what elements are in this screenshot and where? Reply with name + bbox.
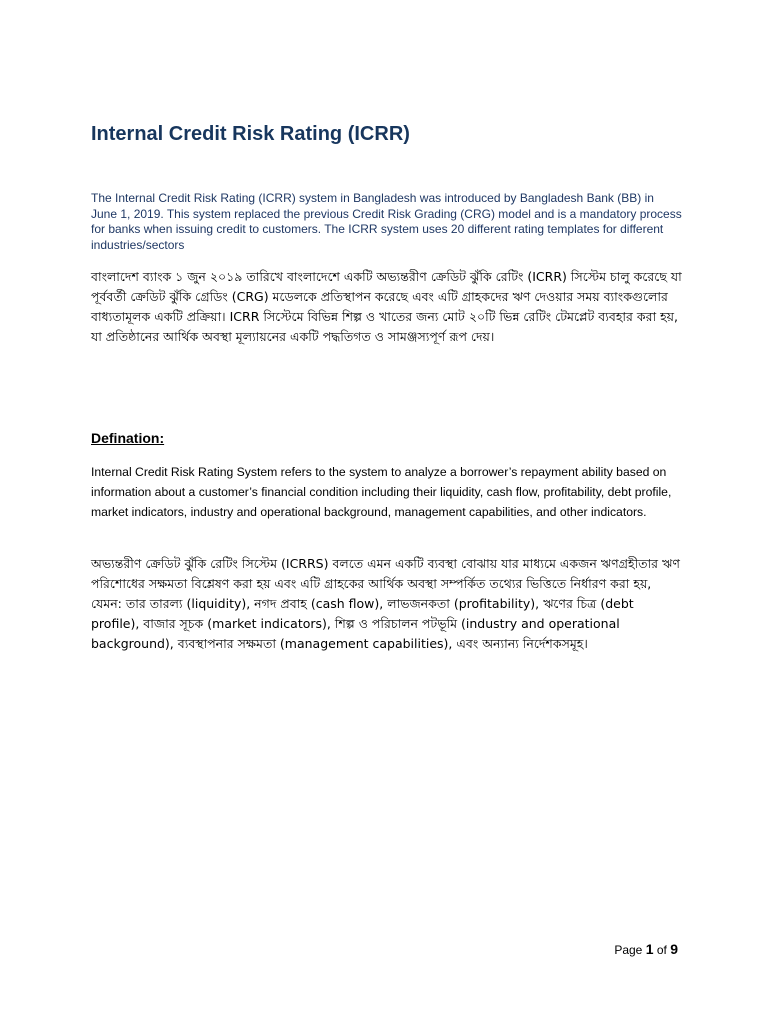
definition-paragraph-english: Internal Credit Risk Rating System refers to the system to analyze a borrower’s repayment ability based on information about a customer’s financial condition including their liquidity, cash flow, profitability, debt profile, market indicators, industry and operational background, management capabilities, and other indicators. — [91, 465, 672, 519]
page-label: Page — [614, 943, 643, 957]
bangla-summary-paragraph: বাংলাদেশ ব্যাংক ১ জুন ২০১৯ তারিখে বাংলাদেশে একটি অভ্যন্তরীণ ক্রেডিট ঝুঁকি রেটিং (ICRR) সিস্টেম চালু করেছে যা পূর্ববর্তী ক্রেডিট ঝুঁকি গ্রেডিং (CRG) মডেলকে প্রতিস্থাপন করেছে এবং এটি গ্রাহকদের ঋণ দেওয়ার সময় ব্যাংকগুলোর বাধ্যতামূলক একটি প্রক্রিয়া। ICRR সিস্টেমে বিভিন্ন শিল্প ও খাতের জন্য মোট ২০টি ভিন্ন রেটিং টেমপ্লেট ব্যবহার করা হয়, যা প্রতিষ্ঠানের আর্থিক অবস্থা মূল্যায়নের একটি পদ্ধতিগত ও সামঞ্জস্যপূর্ণ রূপ দেয়। — [91, 269, 682, 344]
intro-paragraph: The Internal Credit Risk Rating (ICRR) system in Bangladesh was introduced by Bangladesh Bank (BB) in June 1, 2019. This system replaced the previous Credit Risk Grading (CRG) model and is a mandatory process for banks when issuing credit to customers. The ICRR system uses 20 different rating templates for different industries/sectors — [91, 191, 682, 252]
definition-paragraph-bangla: অভ্যন্তরীণ ক্রেডিট ঝুঁকি রেটিং সিস্টেম (ICRRS) বলতে এমন একটি ব্যবস্থা বোঝায় যার মাধ্যমে একজন ঋণগ্রহীতার ঋণ পরিশোধের সক্ষমতা বিশ্লেষণ করা হয় এবং এটি গ্রাহকের আর্থিক অবস্থা সম্পর্কিত তথ্যের ভিত্তিতে নির্ধারণ করা হয়, যেমন: তার তারল্য (liquidity), নগদ প্রবাহ (cash flow), লাভজনকতা (profitability), ঋণের চিত্র (debt profile), বাজার সূচক (market indicators), শিল্প ও পরিচালন পটভূমি (industry and operational background), ব্যবস্থাপনার সক্ষমতা (management capabilities), এবং অন্যান্য নির্দেশকসমূহ। — [91, 556, 680, 651]
page-total-number: 9 — [670, 941, 678, 957]
definition-heading: Defination: — [91, 430, 165, 446]
page-of-label: of — [656, 943, 667, 957]
document-title: Internal Credit Risk Rating (ICRR) — [91, 123, 410, 145]
page-current-number: 1 — [645, 941, 654, 957]
page-footer — [614, 941, 678, 957]
